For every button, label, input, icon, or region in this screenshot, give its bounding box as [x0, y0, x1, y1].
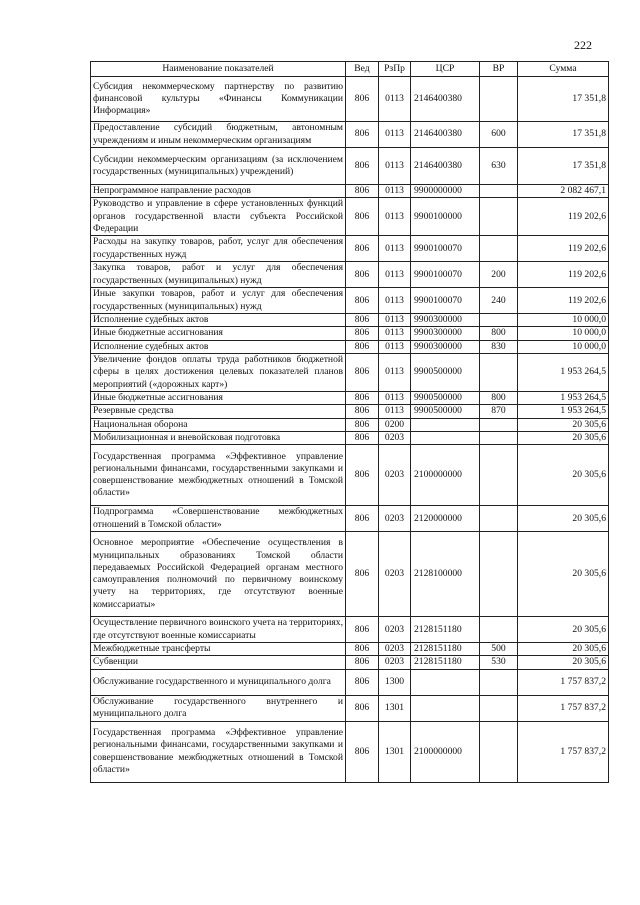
cell-rzpr: 0203 [379, 656, 411, 669]
cell-name: Руководство и управление в сфере установленных функций органов государственной власти субъекта Российской Федерации [91, 198, 346, 236]
cell-sum: 10 000,0 [518, 340, 609, 353]
cell-ved: 806 [346, 418, 379, 431]
cell-ved: 806 [346, 643, 379, 656]
cell-rzpr: 0113 [379, 236, 411, 262]
table-row [91, 148, 609, 185]
cell-rzpr: 0113 [379, 198, 411, 236]
cell-rzpr: 1301 [379, 721, 411, 782]
cell-vr [480, 669, 518, 695]
cell-rzpr: 0113 [379, 288, 411, 314]
cell-sum: 17 351,8 [518, 122, 609, 148]
cell-rzpr: 0203 [379, 431, 411, 444]
cell-name: Исполнение судебных актов [91, 314, 346, 327]
cell-name: Обслуживание государственного внутреннего и муниципального долга [91, 695, 346, 721]
cell-vr [480, 77, 518, 122]
table-row [91, 431, 609, 444]
table-row [91, 288, 609, 314]
table-row [91, 405, 609, 418]
cell-name: Мобилизационная и вневойсковая подготовка [91, 431, 346, 444]
cell-name: Подпрограмма «Совершенствование межбюджетных отношений в Томской области» [91, 506, 346, 532]
cell-csr: 2100000000 [411, 721, 480, 782]
cell-name: Субсидия некоммерческому партнерству по развитию финансовой культуры «Финансы Коммуникации Информация» [91, 77, 346, 122]
cell-csr [411, 669, 480, 695]
cell-ved: 806 [346, 721, 379, 782]
cell-csr [411, 431, 480, 444]
header-csr: ЦСР [411, 62, 480, 77]
table-row [91, 77, 609, 122]
cell-name: Национальная оборона [91, 418, 346, 431]
cell-csr [411, 695, 480, 721]
cell-sum: 17 351,8 [518, 148, 609, 185]
cell-rzpr: 0113 [379, 391, 411, 404]
cell-rzpr: 0113 [379, 77, 411, 122]
cell-ved: 806 [346, 327, 379, 340]
cell-sum: 20 305,6 [518, 643, 609, 656]
cell-name: Предоставление субсидий бюджетным, автономным учреждениям и иным некоммерческим организациям [91, 122, 346, 148]
cell-csr: 2128100000 [411, 532, 480, 617]
cell-ved: 806 [346, 148, 379, 185]
cell-vr [480, 198, 518, 236]
cell-rzpr: 0113 [379, 354, 411, 392]
budget-table [90, 61, 609, 783]
cell-sum: 10 000,0 [518, 327, 609, 340]
cell-vr: 630 [480, 148, 518, 185]
header-vr: ВР [480, 62, 518, 77]
cell-csr: 2146400380 [411, 77, 480, 122]
cell-rzpr: 0113 [379, 148, 411, 185]
cell-ved: 806 [346, 405, 379, 418]
cell-name: Расходы на закупку товаров, работ, услуг для обеспечения государственных нужд [91, 236, 346, 262]
cell-vr: 870 [480, 405, 518, 418]
table-row [91, 669, 609, 695]
cell-csr: 9900500000 [411, 354, 480, 392]
cell-sum: 119 202,6 [518, 236, 609, 262]
cell-sum: 119 202,6 [518, 288, 609, 314]
table-row [91, 236, 609, 262]
cell-csr: 2128151180 [411, 617, 480, 643]
cell-rzpr: 0203 [379, 532, 411, 617]
cell-csr: 2146400380 [411, 148, 480, 185]
cell-sum: 20 305,6 [518, 445, 609, 506]
cell-rzpr: 0113 [379, 327, 411, 340]
cell-csr: 9900100070 [411, 288, 480, 314]
page-number: 222 [574, 38, 592, 52]
cell-vr [480, 418, 518, 431]
cell-ved: 806 [346, 506, 379, 532]
table-row [91, 354, 609, 392]
cell-vr: 800 [480, 327, 518, 340]
cell-sum: 20 305,6 [518, 617, 609, 643]
cell-sum: 2 082 467,1 [518, 185, 609, 198]
cell-csr [411, 418, 480, 431]
cell-csr: 9900300000 [411, 314, 480, 327]
cell-ved: 806 [346, 617, 379, 643]
cell-ved: 806 [346, 391, 379, 404]
cell-sum: 119 202,6 [518, 198, 609, 236]
table-row [91, 445, 609, 506]
cell-name: Исполнение судебных актов [91, 340, 346, 353]
cell-sum: 1 757 837,2 [518, 669, 609, 695]
cell-rzpr: 0113 [379, 122, 411, 148]
table-header-row [91, 62, 609, 77]
cell-vr [480, 721, 518, 782]
cell-vr: 240 [480, 288, 518, 314]
table-row [91, 262, 609, 288]
cell-csr: 2128151180 [411, 656, 480, 669]
header-name: Наименование показателей [91, 62, 346, 77]
cell-ved: 806 [346, 122, 379, 148]
cell-name: Межбюджетные трансферты [91, 643, 346, 656]
cell-rzpr: 0113 [379, 314, 411, 327]
cell-ved: 806 [346, 236, 379, 262]
cell-sum: 1 953 264,5 [518, 391, 609, 404]
cell-rzpr: 0200 [379, 418, 411, 431]
cell-vr [480, 185, 518, 198]
table-row [91, 122, 609, 148]
cell-name: Государственная программа «Эффективное управление региональными финансами, государственными закупками и совершенствование межбюджетных отношений в Томской области» [91, 445, 346, 506]
cell-ved: 806 [346, 532, 379, 617]
cell-vr [480, 431, 518, 444]
cell-csr: 9900100070 [411, 236, 480, 262]
cell-csr: 2120000000 [411, 506, 480, 532]
table-row [91, 695, 609, 721]
cell-sum: 1 757 837,2 [518, 721, 609, 782]
header-rzpr: РзПр [379, 62, 411, 77]
table-row [91, 314, 609, 327]
cell-rzpr: 0113 [379, 185, 411, 198]
cell-ved: 806 [346, 314, 379, 327]
cell-ved: 806 [346, 340, 379, 353]
table-row [91, 721, 609, 782]
cell-rzpr: 0203 [379, 617, 411, 643]
cell-csr: 9900500000 [411, 405, 480, 418]
cell-ved: 806 [346, 656, 379, 669]
cell-name: Иные бюджетные ассигнования [91, 327, 346, 340]
cell-vr [480, 236, 518, 262]
cell-csr: 2100000000 [411, 445, 480, 506]
cell-sum: 1 953 264,5 [518, 354, 609, 392]
cell-name: Основное мероприятие «Обеспечение осуществления в муниципальных образованиях Томской области передаваемых Российской Федерацией органам местного самоуправления полномочий по первичному воинскому учету на территориях, где отсутствуют военные комиссариаты» [91, 532, 346, 617]
cell-name: Увеличение фондов оплаты труда работников бюджетной сферы в целях достижения целевых показателей планов мероприятий («дорожных карт») [91, 354, 346, 392]
cell-vr: 530 [480, 656, 518, 669]
cell-ved: 806 [346, 431, 379, 444]
cell-vr [480, 506, 518, 532]
cell-vr [480, 532, 518, 617]
cell-ved: 806 [346, 669, 379, 695]
cell-rzpr: 0113 [379, 340, 411, 353]
cell-sum: 1 953 264,5 [518, 405, 609, 418]
header-ved: Вед [346, 62, 379, 77]
cell-csr: 9900100000 [411, 198, 480, 236]
cell-vr: 200 [480, 262, 518, 288]
cell-rzpr: 0203 [379, 445, 411, 506]
cell-ved: 806 [346, 262, 379, 288]
cell-rzpr: 0203 [379, 643, 411, 656]
table-row [91, 340, 609, 353]
cell-name: Непрограммное направление расходов [91, 185, 346, 198]
table-row [91, 656, 609, 669]
cell-vr: 800 [480, 391, 518, 404]
cell-vr: 500 [480, 643, 518, 656]
cell-sum: 1 757 837,2 [518, 695, 609, 721]
table-row [91, 643, 609, 656]
table-row [91, 327, 609, 340]
cell-ved: 806 [346, 288, 379, 314]
table-row [91, 418, 609, 431]
cell-csr: 9900300000 [411, 327, 480, 340]
cell-ved: 806 [346, 695, 379, 721]
cell-rzpr: 1300 [379, 669, 411, 695]
cell-sum: 20 305,6 [518, 656, 609, 669]
cell-vr [480, 354, 518, 392]
cell-rzpr: 1301 [379, 695, 411, 721]
header-sum: Сумма [518, 62, 609, 77]
table-row [91, 391, 609, 404]
cell-name: Обслуживание государственного и муниципального долга [91, 669, 346, 695]
cell-ved: 806 [346, 445, 379, 506]
table-row [91, 185, 609, 198]
cell-name: Резервные средства [91, 405, 346, 418]
cell-ved: 806 [346, 185, 379, 198]
cell-vr: 830 [480, 340, 518, 353]
cell-ved: 806 [346, 354, 379, 392]
cell-csr: 2146400380 [411, 122, 480, 148]
cell-sum: 119 202,6 [518, 262, 609, 288]
cell-sum: 20 305,6 [518, 431, 609, 444]
cell-rzpr: 0113 [379, 262, 411, 288]
table-row [91, 617, 609, 643]
cell-sum: 20 305,6 [518, 418, 609, 431]
cell-csr: 9900000000 [411, 185, 480, 198]
cell-vr [480, 617, 518, 643]
cell-csr: 9900300000 [411, 340, 480, 353]
cell-ved: 806 [346, 198, 379, 236]
cell-sum: 20 305,6 [518, 506, 609, 532]
cell-name: Закупка товаров, работ и услуг для обеспечения государственных (муниципальных) нужд [91, 262, 346, 288]
table-row [91, 532, 609, 617]
cell-name: Иные бюджетные ассигнования [91, 391, 346, 404]
cell-csr: 2128151180 [411, 643, 480, 656]
table-body [91, 77, 609, 783]
cell-vr: 600 [480, 122, 518, 148]
cell-sum: 17 351,8 [518, 77, 609, 122]
cell-csr: 9900500000 [411, 391, 480, 404]
cell-vr [480, 695, 518, 721]
table-row [91, 506, 609, 532]
cell-vr [480, 314, 518, 327]
cell-name: Субсидии некоммерческим организациям (за исключением государственных (муниципальных) учреждений) [91, 148, 346, 185]
cell-vr [480, 445, 518, 506]
cell-name: Осуществление первичного воинского учета на территориях, где отсутствуют военные комиссариаты [91, 617, 346, 643]
cell-sum: 20 305,6 [518, 532, 609, 617]
table-row [91, 198, 609, 236]
cell-sum: 10 000,0 [518, 314, 609, 327]
cell-csr: 9900100070 [411, 262, 480, 288]
cell-rzpr: 0203 [379, 506, 411, 532]
cell-rzpr: 0113 [379, 405, 411, 418]
cell-name: Иные закупки товаров, работ и услуг для обеспечения государственных (муниципальных) нужд [91, 288, 346, 314]
cell-ved: 806 [346, 77, 379, 122]
cell-name: Государственная программа «Эффективное управление региональными финансами, государственными закупками и совершенствование межбюджетных отношений в Томской области» [91, 721, 346, 782]
cell-name: Субвенции [91, 656, 346, 669]
